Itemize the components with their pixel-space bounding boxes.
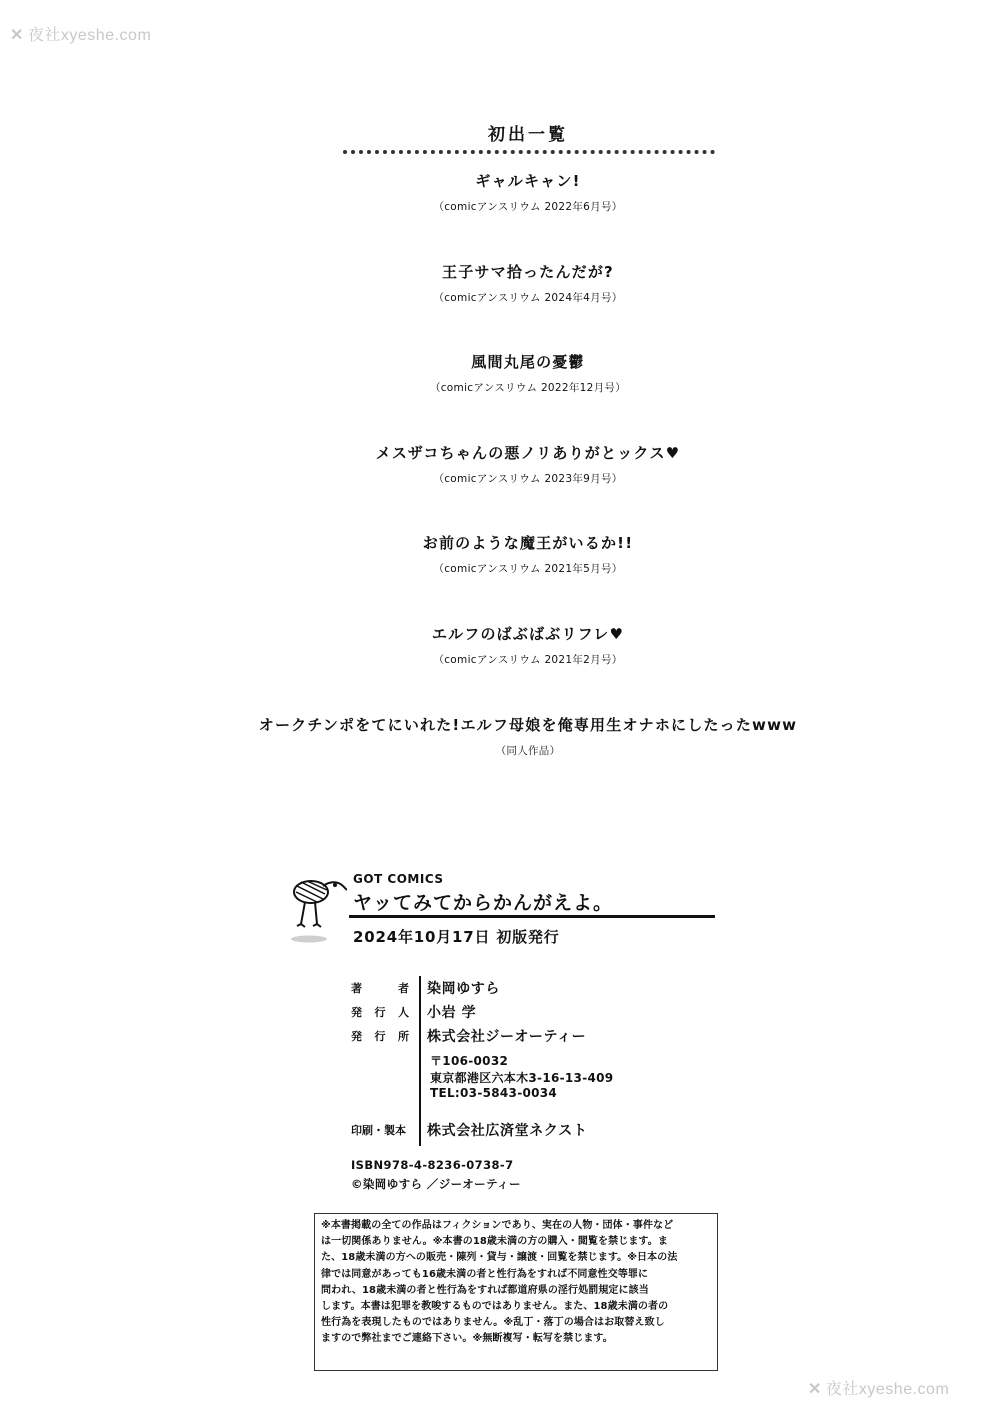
notice-line: 問われ、18歳未満の者と性行為をすれば都道府県の淫行処罰規定に該当 [321, 1284, 649, 1296]
credit-label: 印刷・製本 [351, 1124, 406, 1137]
bird-logo-icon [287, 872, 347, 944]
notice-line: ますので弊社までご連絡下さい。※無断複写・転写を禁じます。 [321, 1333, 613, 1345]
toc-entry [0, 442, 1000, 486]
copyright: ©染岡ゆすら ／ジーオーティー [351, 1177, 521, 1191]
credit-value: 株式会社広済堂ネクスト [427, 1123, 588, 1139]
toc-entry [0, 623, 1000, 667]
notice-line: は一切関係ありません。※本書の18歳未満の方の購入・閲覧を禁じます。ま [321, 1236, 668, 1248]
credits-separator [419, 976, 421, 1146]
toc-title: エルフのばぶばぶリフレ♥ [431, 625, 625, 643]
notice-line: 性行為を表現したものではありません。※乱丁・落丁の場合はお取替え致し [321, 1317, 665, 1329]
notice-line: します。本書は犯罪を教唆するものではありません。また、18歳未満の者の [321, 1301, 669, 1313]
toc-source: （comicアンスリウム 2021年2月号） [433, 654, 623, 666]
toc-title: ギャルキャン! [475, 172, 581, 190]
credit-label: 発行人 [351, 1006, 409, 1019]
credit-label: 発行所 [351, 1030, 409, 1043]
watermark-x-icon: ✕ [808, 1381, 822, 1398]
toc-source: （comicアンスリウム 2021年5月号） [433, 563, 623, 575]
toc-entry [0, 351, 1000, 395]
credit-value: 小岩 学 [427, 1005, 477, 1021]
toc-source: （comicアンスリウム 2024年4月号） [433, 292, 623, 304]
notice-line: ※本書掲載の全ての作品はフィクションであり、実在の人物・団体・事件など [321, 1220, 674, 1231]
toc-title: お前のような魔王がいるか!! [422, 534, 634, 552]
watermark-bottom [808, 1376, 949, 1399]
publication-date: 2024年10月17日 初版発行 [353, 928, 560, 946]
address-tel: TEL:03-5843-0034 [430, 1086, 558, 1100]
credit-value: 染岡ゆすら [427, 981, 500, 997]
notice-line: た、18歳未満の方への販売・陳列・貸与・譲渡・回覧を禁じます。※日本の法 [321, 1252, 678, 1264]
toc-title: オークチンポをてにいれた!エルフ母娘を俺専用生オナホにしたったwww [258, 716, 798, 734]
toc-title: メスザコちゃんの悪ノリありがとックス♥ [375, 444, 681, 462]
toc-source: （comicアンスリウム 2022年12月号） [429, 382, 627, 394]
notice-line: 律では同意があっても16歳未満の者と性行為をすれば不同意性交等罪に [321, 1268, 649, 1280]
book-title: ヤッてみてからかんがえよ。 [353, 892, 614, 914]
toc-entry [0, 261, 1000, 305]
isbn: ISBN978-4-8236-0738-7 [351, 1158, 514, 1172]
toc-entry [0, 532, 1000, 576]
dotted-divider [343, 150, 715, 154]
legal-notice [314, 1213, 718, 1371]
toc-source: （comicアンスリウム 2023年9月号） [433, 473, 623, 485]
series-name: GOT COMICS [353, 872, 444, 886]
credit-label: 著者 [351, 982, 409, 995]
watermark-top [10, 22, 151, 45]
address-street: 東京都港区六本木3-16-13-409 [430, 1071, 614, 1085]
toc-source: （comicアンスリウム 2022年6月号） [433, 201, 623, 213]
toc-entry [0, 170, 1000, 214]
watermark-text: 夜社xyeshe.com [27, 27, 152, 44]
watermark-x-icon: ✕ [10, 27, 24, 44]
toc-heading: 初出一覧 [488, 125, 568, 145]
toc-entry [0, 714, 1000, 758]
title-divider [349, 915, 715, 918]
toc-title: 風間丸尾の憂鬱 [471, 353, 585, 371]
watermark-text: 夜社xyeshe.com [825, 1381, 950, 1398]
toc-source: （同人作品） [495, 745, 561, 757]
toc-title: 王子サマ拾ったんだが? [442, 263, 614, 281]
credit-value: 株式会社ジーオーティー [427, 1029, 587, 1045]
address-postal: 〒106-0032 [430, 1054, 509, 1068]
